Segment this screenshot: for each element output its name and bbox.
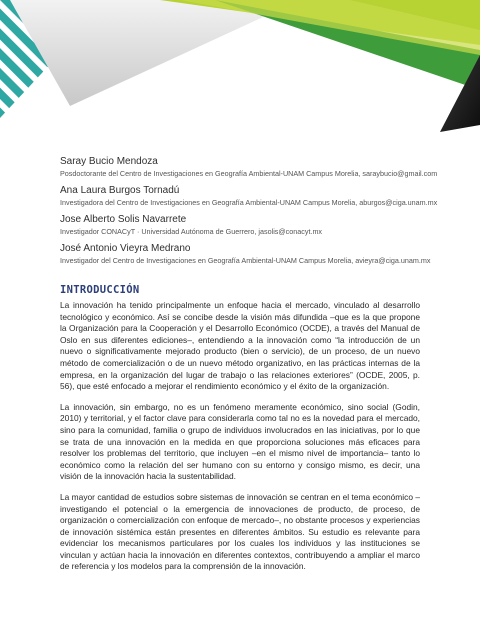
paragraph: La innovación, sin embargo, no es un fenómeno meramente económico, sino social (Godin, 2010) y territorial, y el factor clave para considerarla como tal no es la novedad para el mercado, sino para la comunidad, familia o grupo de individuos involucrados en las iniciativas, por lo que se trata de una innovación en la medida en que proporciona soluciones más eficaces para resolver los problemas del territorio, que incluyen –en el mismo nivel de importancia– tanto lo económico como la relación del ser humano con su entorno y consigo mismo, es decir, una visión de la innovación hacia la sustentabilidad. xyxy=(60,401,420,482)
body-text xyxy=(60,300,420,582)
decorative-header-graphic xyxy=(0,0,480,140)
author-entry xyxy=(60,213,460,237)
paragraph: La innovación ha tenido principalmente un enfoque hacia el mercado, vinculado al desarrollo tecnológico y económico. Así se concibe desde la visión más difundida –que es la que propone la Organización para la Cooperación y el Desarrollo Económico (OCDE), a través del Manual de Oslo en sus diferentes ediciones–, entendiendo a la innovación como “la introducción de un nuevo o significativamente mejorado producto (bien o servicio), de un proceso, de un nuevo método de comercialización o de un nuevo método organizativo, en las prácticas internas de la empresa, en la organización del lugar de trabajo o las relaciones exteriores” (OCDE, 2005, p. 56), que esté enfocado a mejorar el rendimiento económico y el éxito de la organización. xyxy=(60,300,420,392)
author-list xyxy=(60,155,460,271)
author-name: Ana Laura Burgos Tornadú xyxy=(60,185,180,196)
author-entry xyxy=(60,242,460,266)
author-name: José Antonio Vieyra Medrano xyxy=(60,243,191,254)
author-affiliation: Investigador CONACyT · Universidad Autónoma de Guerrero, jasolis@conacyt.mx xyxy=(60,227,323,236)
author-entry xyxy=(60,184,460,208)
author-name: Jose Alberto Solis Navarrete xyxy=(60,214,187,225)
author-affiliation: Posdoctorante del Centro de Investigaciones en Geografía Ambiental-UNAM Campus Morelia, saraybucio@gmail.com xyxy=(60,169,438,178)
section-heading: INTRODUCCIÓN xyxy=(60,284,140,296)
author-name: Saray Bucio Mendoza xyxy=(60,156,158,167)
author-entry xyxy=(60,155,460,179)
gray-gradient-shape xyxy=(10,0,300,106)
author-affiliation: Investigadora del Centro de Investigaciones en Geografía Ambiental-UNAM Campus Morelia, aburgos@ciga.unam.mx xyxy=(60,198,438,207)
author-affiliation: Investigador del Centro de Investigaciones en Geografía Ambiental-UNAM Campus Morelia, avieyra@ciga.unam.mx xyxy=(60,256,431,265)
paragraph: La mayor cantidad de estudios sobre sistemas de innovación se centran en el tema económico –investigando el potencial o la emergencia de innovaciones de producto, de proceso, de organización o comercialización con enfoque de mercado–, no obstante procesos y experiencias de innovación sistémica están presentes en diferentes ámbitos. Su estudio es relevante para evidenciar los mecanismos particulares por los cuales los individuos y las instituciones se vinculan y actúan hacia la innovación en diferentes contextos, contribuyendo a ampliar el marco de referencia y los modelos para la comprensión de la innovación. xyxy=(60,491,420,572)
